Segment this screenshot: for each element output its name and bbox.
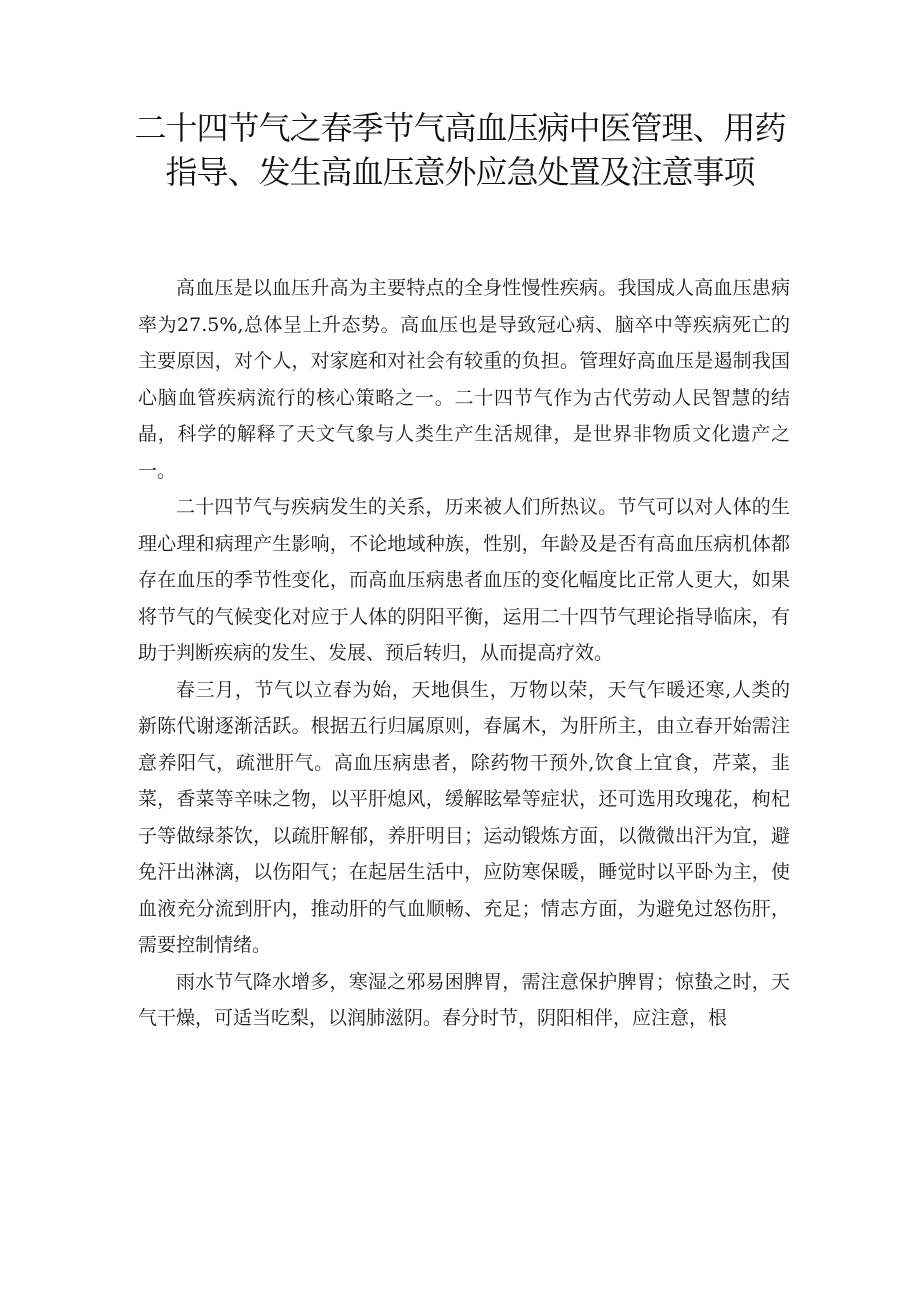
document-title: 二十四节气之春季节气高血压病中医管理、用药指导、发生高血压意外应急处置及注意事项 xyxy=(134,109,786,191)
document-body xyxy=(138,270,790,1037)
paragraph-2: 二十四节气与疾病发生的关系，历来被人们所热议。节气可以对人体的生理心理和病理产生影响，不论地域种族，性别，年龄及是否有高血压病机体都存在血压的季节性变化，而高血压病患者血压的变化幅度比正常人更大，如果将节气的气候变化对应于人体的阴阳平衡，运用二十四节气理论指导临床，有助于判断疾病的发生、发展、预后转归，从而提高疗效。 xyxy=(138,496,790,664)
paragraph-3: 春三月，节气以立春为始，天地俱生，万物以荣，天气乍暖还寒,人类的新陈代谢逐渐活跃。根据五行归属原则，春属木，为肝所主，由立春开始需注意养阳气，疏泄肝气。高血压病患者，除药物干预外,饮食上宜食，芹菜，韭菜，香菜等辛味之物，以平肝熄风，缓解眩晕等症状，还可选用玫瑰花，枸杞子等做绿茶饮，以疏肝解郁，养肝明目；运动锻炼方面，以微微出汗为宜，避免汗出淋漓，以伤阳气；在起居生活中，应防寒保暖，睡觉时以平卧为主，使血液充分流到肝内，推动肝的气血顺畅、充足；情志方面，为避免过怒伤肝，需要控制情绪。 xyxy=(138,678,790,956)
paragraph-1: 高血压是以血压升高为主要特点的全身性慢性疾病。我国成人高血压患病率为27.5%,总体呈上升态势。高血压也是导致冠心病、脑卒中等疾病死亡的主要原因，对个人，对家庭和对社会有较重的负担。管理好高血压是遏制我国心脑血管疾病流行的核心策略之一。二十四节气作为古代劳动人民智慧的结晶，科学的解释了天文气象与人类生产生活规律，是世界非物质文化遗产之一。 xyxy=(138,277,790,482)
paragraph-4: 雨水节气降水增多，寒湿之邪易困脾胃，需注意保护脾胃；惊蛰之时，天气干燥，可适当吃梨，以润肺滋阴。春分时节，阴阳相伴，应注意，根 xyxy=(138,970,790,1029)
